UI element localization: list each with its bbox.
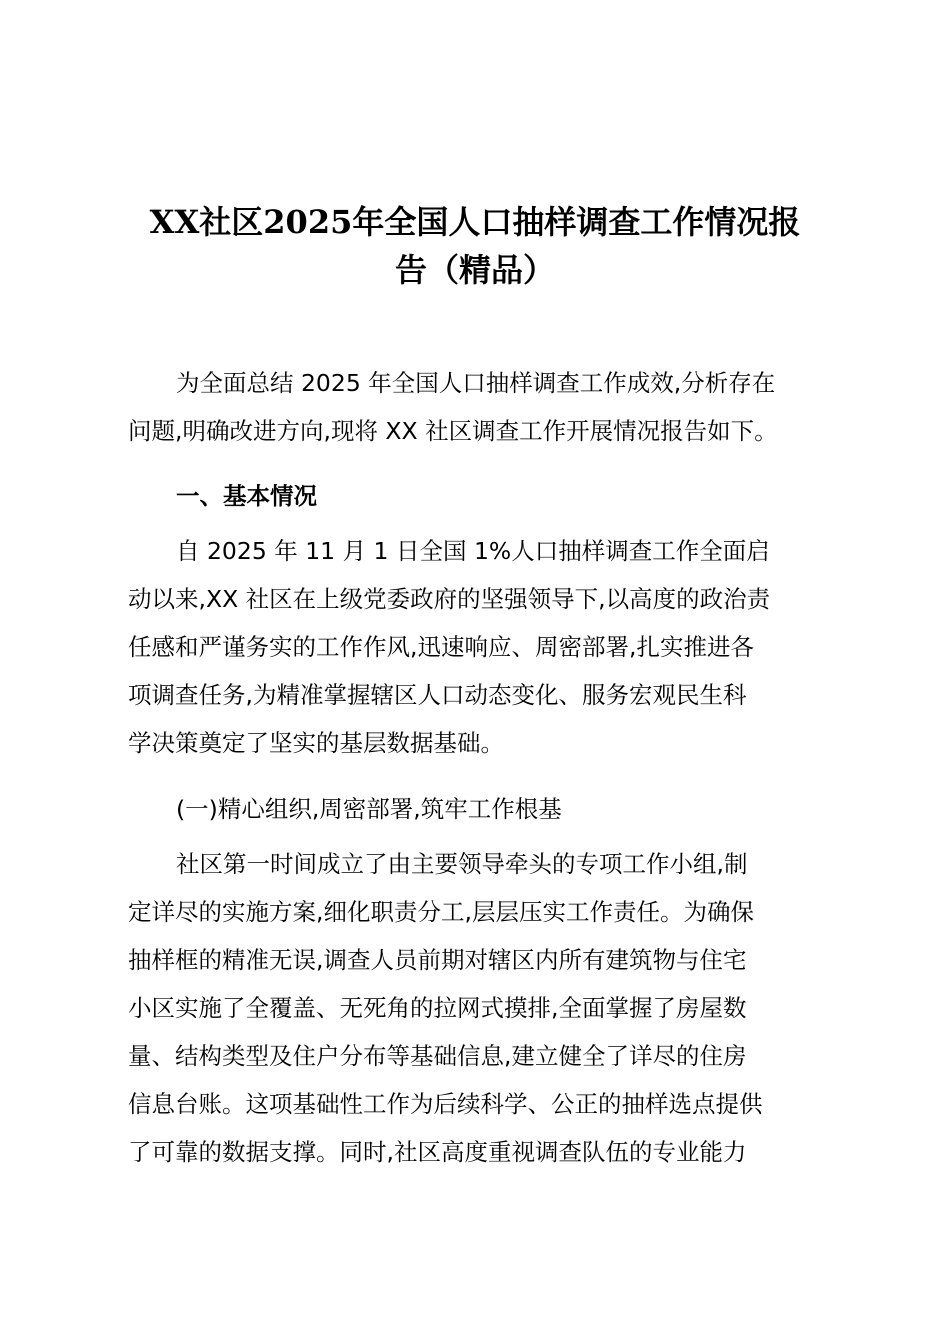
section1-line-5: 学决策奠定了坚实的基层数据基础。 <box>128 729 504 757</box>
intro-line-1: 为全面总结 2025 年全国人口抽样调查工作成效,分析存在 <box>176 369 776 397</box>
intro-paragraph <box>128 359 828 455</box>
section-heading-basic-situation <box>128 472 828 520</box>
subsection1-line-5: 量、结构类型及住户分布等基础信息,建立健全了详尽的住房 <box>128 1042 747 1070</box>
section1-paragraph <box>128 527 828 767</box>
title-line-1: XX社区2025年全国人口抽样调查工作情况报 <box>149 203 801 241</box>
subsection1-line-1: 社区第一时间成立了由主要领导牵头的专项工作小组,制 <box>176 850 748 878</box>
section-heading-text: 一、基本情况 <box>176 482 317 510</box>
subsection1-paragraph <box>128 840 828 1176</box>
intro-line-2: 问题,明确改进方向,现将 XX 社区调查工作开展情况报告如下。 <box>128 417 778 445</box>
subsection1-line-3: 抽样框的精准无误,调查人员前期对辖区内所有建筑物与住宅 <box>128 946 747 974</box>
section1-line-1: 自 2025 年 11 月 1 日全国 1%人口抽样调查工作全面启 <box>176 537 770 565</box>
subsection1-line-2: 定详尽的实施方案,细化职责分工,层层压实工作责任。为确保 <box>128 898 754 926</box>
section1-line-2: 动以来,XX 社区在上级党委政府的坚强领导下,以高度的政治责 <box>128 585 771 613</box>
title-line-2: 告（精品） <box>394 251 555 289</box>
document-title <box>100 198 850 294</box>
subsection-heading-text: (一)精心组织,周密部署,筑牢工作根基 <box>176 795 562 823</box>
subsection1-line-7: 了可靠的数据支撑。同时,社区高度重视调查队伍的专业能力 <box>128 1138 747 1166</box>
subsection1-line-4: 小区实施了全覆盖、无死角的拉网式摸排,全面掌握了房屋数 <box>128 994 747 1022</box>
section1-line-3: 任感和严谨务实的工作作风,迅速响应、周密部署,扎实推进各 <box>128 633 754 661</box>
section1-line-4: 项调查任务,为精准掌握辖区人口动态变化、服务宏观民生科 <box>128 681 747 709</box>
subsection-heading-organization <box>128 785 828 833</box>
subsection1-line-6: 信息台账。这项基础性工作为后续科学、公正的抽样选点提供 <box>128 1090 763 1118</box>
